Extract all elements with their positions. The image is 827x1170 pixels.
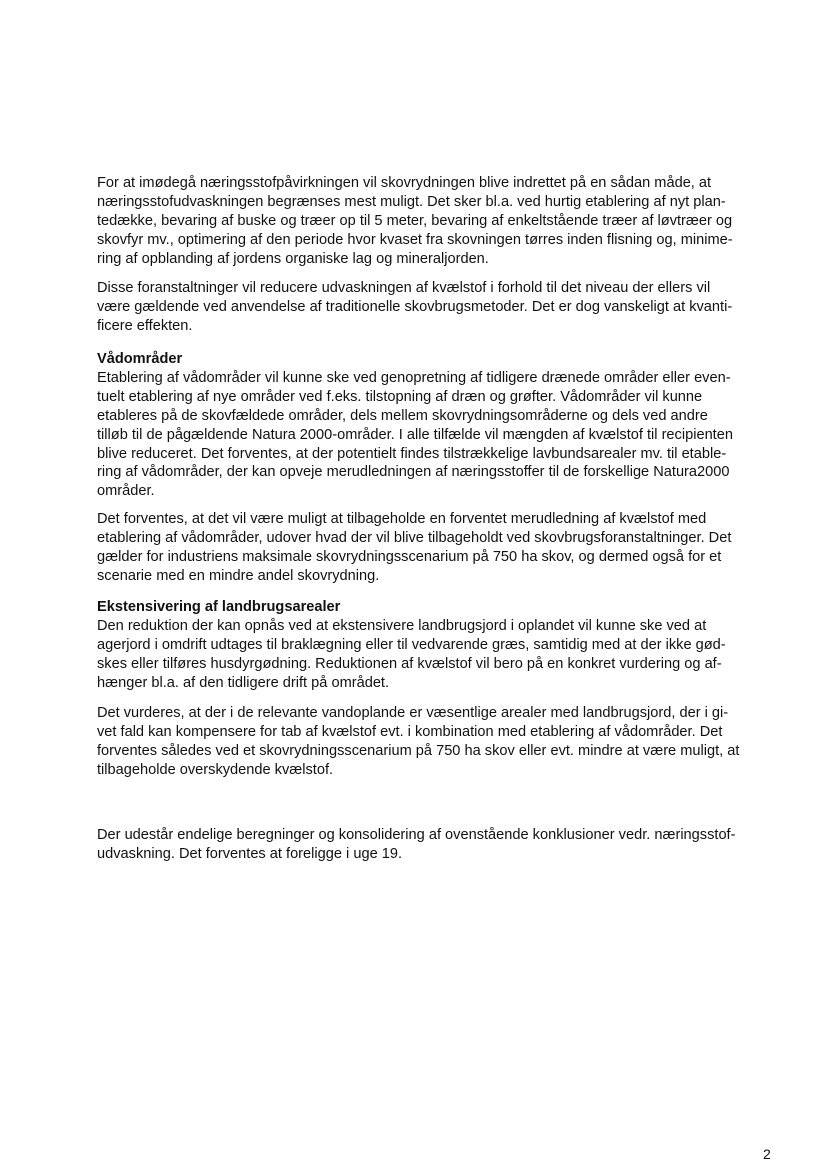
paragraph-wetland-retention — [97, 510, 777, 586]
text-line: Det forventes, at det vil være muligt at tilbageholde en forventet merudledning af kvælstof med — [97, 511, 707, 527]
text-line: Disse foranstaltninger vil reducere udvaskningen af kvælstof i forhold til det niveau der ellers vil — [97, 280, 711, 296]
paragraph-agricultural-assessment — [97, 704, 777, 780]
section-wetlands — [97, 350, 777, 501]
text-line: tilbageholde overskydende kvælstof. — [97, 761, 334, 778]
text-line: områder. — [97, 483, 155, 500]
text-line: gælder for industriens maksimale skovrydningsscenarium på 750 ha skov, og dermed også for et — [97, 548, 722, 565]
text-line: scenarie med en mindre andel skovrydning. — [97, 567, 380, 584]
text-line: tilløb til de pågældende Natura 2000-områder. I alle tilfælde vil mængden af kvælstof til recipienten — [97, 426, 733, 443]
text-line: udvaskning. Det forventes at foreligge i uge 19. — [97, 845, 403, 862]
text-line: etableres på de skovfældede områder, dels mellem skovrydningsområderne og dels ved andre — [97, 407, 708, 424]
text-line: ring af vådområder, der kan opveje merudledningen af næringsstoffer til de forskellige Natura2000 — [97, 464, 730, 481]
text-line: skes eller tilføres husdyrgødning. Reduktionen af kvælstof vil bero på en konkret vurdering og af- — [97, 655, 722, 672]
paragraph-pending-calculations — [97, 826, 777, 864]
text-line: ficere effekten. — [97, 317, 193, 334]
text-line: etablering af vådområder, udover hvad der vil blive tilbageholdt ved skovbrugsforanstaltninger. Det — [97, 529, 732, 546]
text-line: tedække, bevaring af buske og træer op til 5 meter, bevaring af enkeltstående træer af løvtræer og — [97, 212, 733, 229]
text-line: forventes således ved et skovrydningsscenarium på 750 ha skov eller evt. mindre at være muligt, at — [97, 742, 740, 759]
section-heading-extensification: Ekstensivering af landbrugsarealer — [97, 599, 341, 615]
section-extensification — [97, 598, 777, 693]
paragraph-nutrient-measures — [97, 174, 777, 269]
text-line: ring af opblanding af jordens organiske lag og mineraljorden. — [97, 250, 489, 267]
text-line: Etablering af vådområder vil kunne ske ved genopretning af tidligere drænede områder eller even- — [97, 369, 731, 386]
text-line: hænger bl.a. af den tidligere drift på området. — [97, 674, 390, 691]
text-line: Det vurderes, at der i de relevante vandoplande er væsentlige arealer med landbrugsjord, der i gi- — [97, 705, 729, 721]
page-number: 2 — [763, 1146, 771, 1162]
text-line: skovfyr mv., optimering af den periode hvor kvaset fra skovningen tørres inden flisning og, minime- — [97, 231, 733, 248]
text-line: vet fald kan kompensere for tab af kvælstof evt. i kombination med etablering af vådområder. Det — [97, 723, 723, 740]
text-line: Der udestår endelige beregninger og konsolidering af ovenstående konklusioner vedr. næringsstof- — [97, 827, 736, 843]
text-line: næringsstofudvaskningen begrænses mest muligt. Det sker bl.a. ved hurtig etablering af nyt plan- — [97, 193, 726, 210]
text-line: være gældende ved anvendelse af traditionelle skovbrugsmetoder. Det er dog vanskeligt at kvanti- — [97, 298, 733, 315]
text-line: agerjord i omdrift udtages til braklægning eller til vedvarende græs, samtidig med at der ikke gød- — [97, 636, 726, 653]
text-line: For at imødegå næringsstofpåvirkningen vil skovrydningen blive indrettet på en sådan måde, at — [97, 175, 712, 191]
section-heading-wetlands: Vådområder — [97, 351, 183, 367]
text-line: blive reduceret. Det forventes, at der potentielt findes tilstrækkelige lavbundsarealer mv. til etable- — [97, 445, 727, 462]
paragraph-leaching-reduction — [97, 279, 777, 336]
text-line: tuelt etablering af nye områder ved f.eks. tilstopning af dræn og grøfter. Vådområder vil kunne — [97, 388, 703, 405]
text-line: Den reduktion der kan opnås ved at ekstensivere landbrugsjord i oplandet vil kunne ske ved at — [97, 617, 707, 634]
